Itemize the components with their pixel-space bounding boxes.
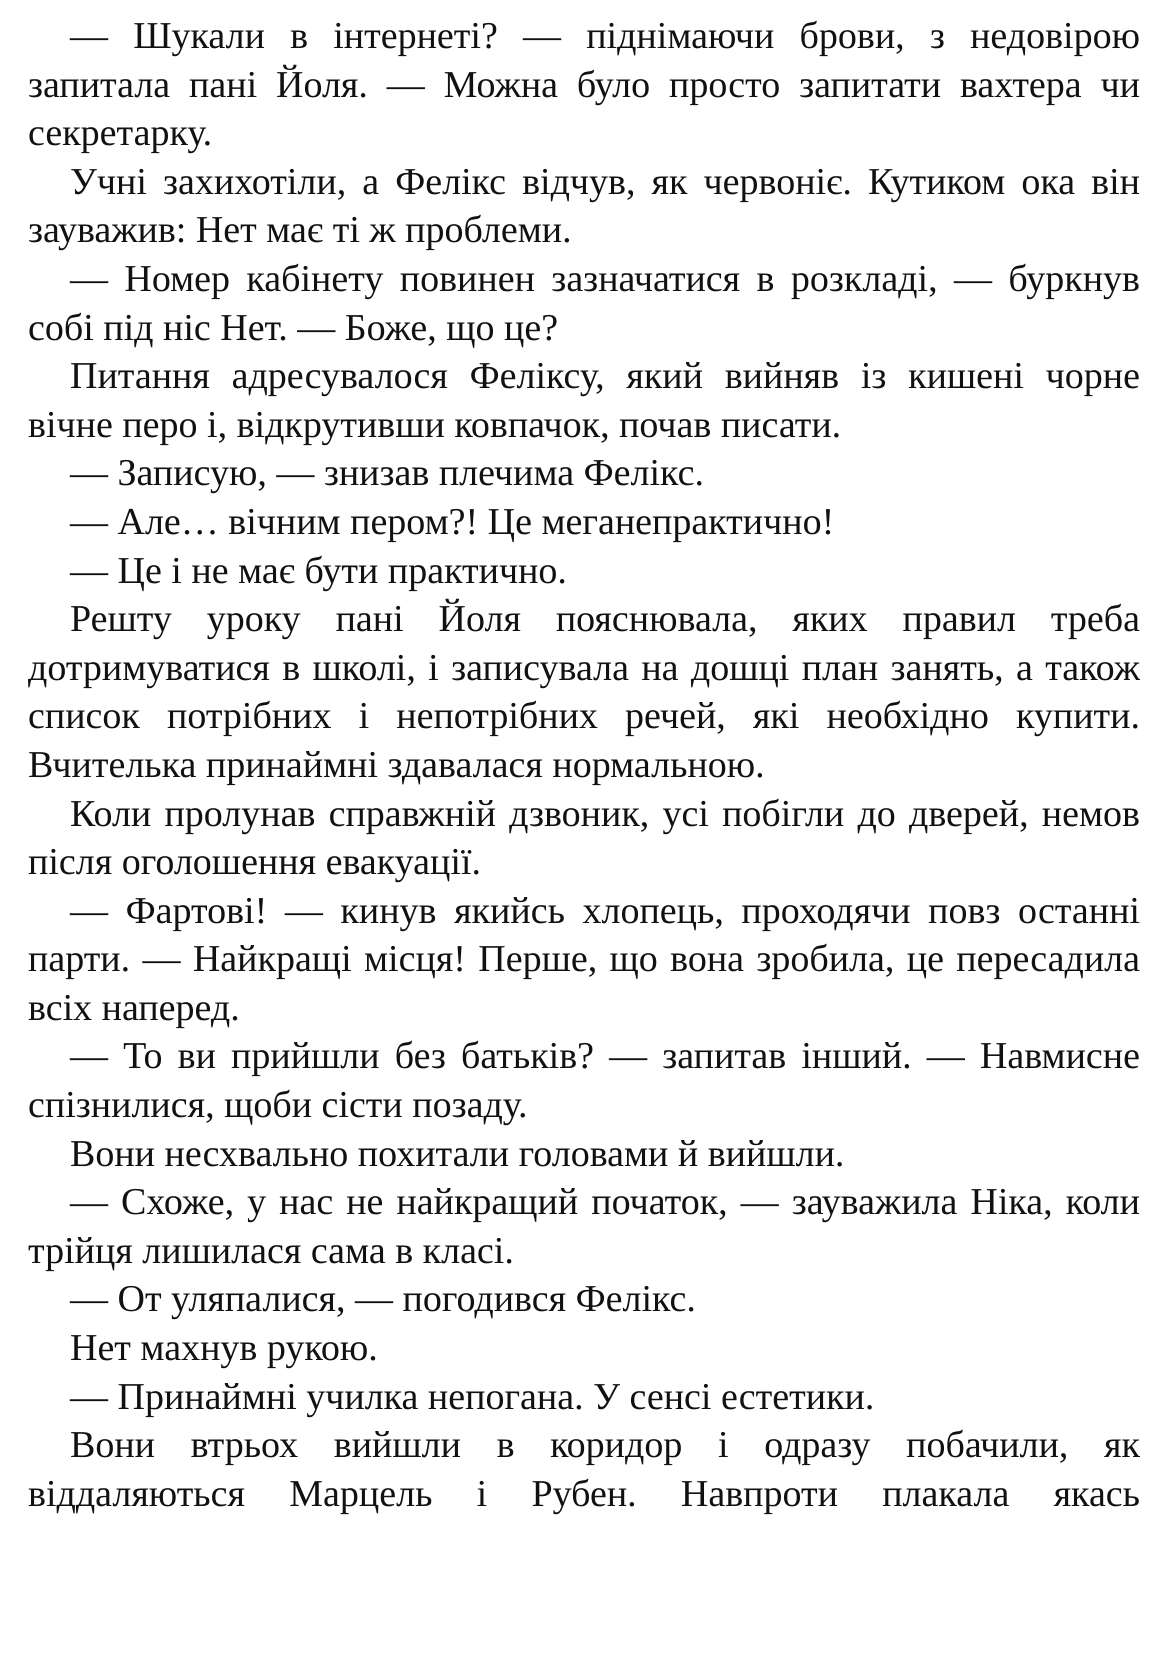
paragraph: — Принаймні училка непогана. У сенсі естетики. <box>70 1375 875 1418</box>
paragraph: — Але… вічним пером?! Це меганепрактично! <box>70 500 835 543</box>
paragraph: — Номер кабінету повинен зазначатися в розкладі, — буркнув собі під ніс Нет. — Боже, що це? <box>28 257 1140 349</box>
paragraph: Коли пролунав справжній дзвоник, усі побігли до дверей, немов після оголошення евакуації. <box>28 792 1140 884</box>
paragraph-continued: Вони втрьох вийшли в коридор і одразу побачили, як віддаляються Марцель і Рубен. Навпроти плакала якась <box>28 1424 1140 1515</box>
paragraph: Питання адресувалося Феліксу, який вийняв із кишені чорне вічне перо і, відкрутивши ковпачок, почав писати. <box>28 355 1140 446</box>
paragraph: Вони несхвально похитали головами й вийшли. <box>70 1132 845 1175</box>
paragraph: — От уляпалися, — погодився Фелікс. <box>70 1278 696 1321</box>
book-page <box>28 12 1140 1518</box>
paragraph: — Фартові! — кинув якийсь хлопець, проходячи повз останні парти. — Найкращі місця! Перше, що вона зробила, це пересадила всіх наперед. <box>28 889 1140 1029</box>
paragraph: — Схоже, у нас не найкращий початок, — зауважила Ніка, коли трійця лишилася сама в класі. <box>28 1181 1140 1272</box>
paragraph: — Це і не має бути практично. <box>70 549 567 592</box>
paragraph: — Записую, — знизав плечима Фелікс. <box>70 452 704 495</box>
paragraph: — То ви прийшли без батьків? — запитав інший. — Навмисне спізнилися, щоби сісти позаду. <box>28 1035 1140 1127</box>
paragraph: Нет махнув рукою. <box>70 1327 378 1370</box>
paragraph: — Шукали в інтернеті? — піднімаючи брови, з недовірою запитала пані Йоля. — Можна було просто запитати вахтера чи секретарку. <box>28 15 1140 155</box>
paragraph: Учні захихотіли, а Фелікс відчув, як червоніє. Кутиком ока він зауважив: Нет має ті ж проблеми. <box>28 160 1140 252</box>
paragraph: Решту уроку пані Йоля пояснювала, яких правил треба дотримуватися в школі, і записувала на дошці план занять, а також список потрібних і непотрібних речей, які необхідно купити. Вчителька принаймні здавалася нормальною. <box>28 598 1140 786</box>
